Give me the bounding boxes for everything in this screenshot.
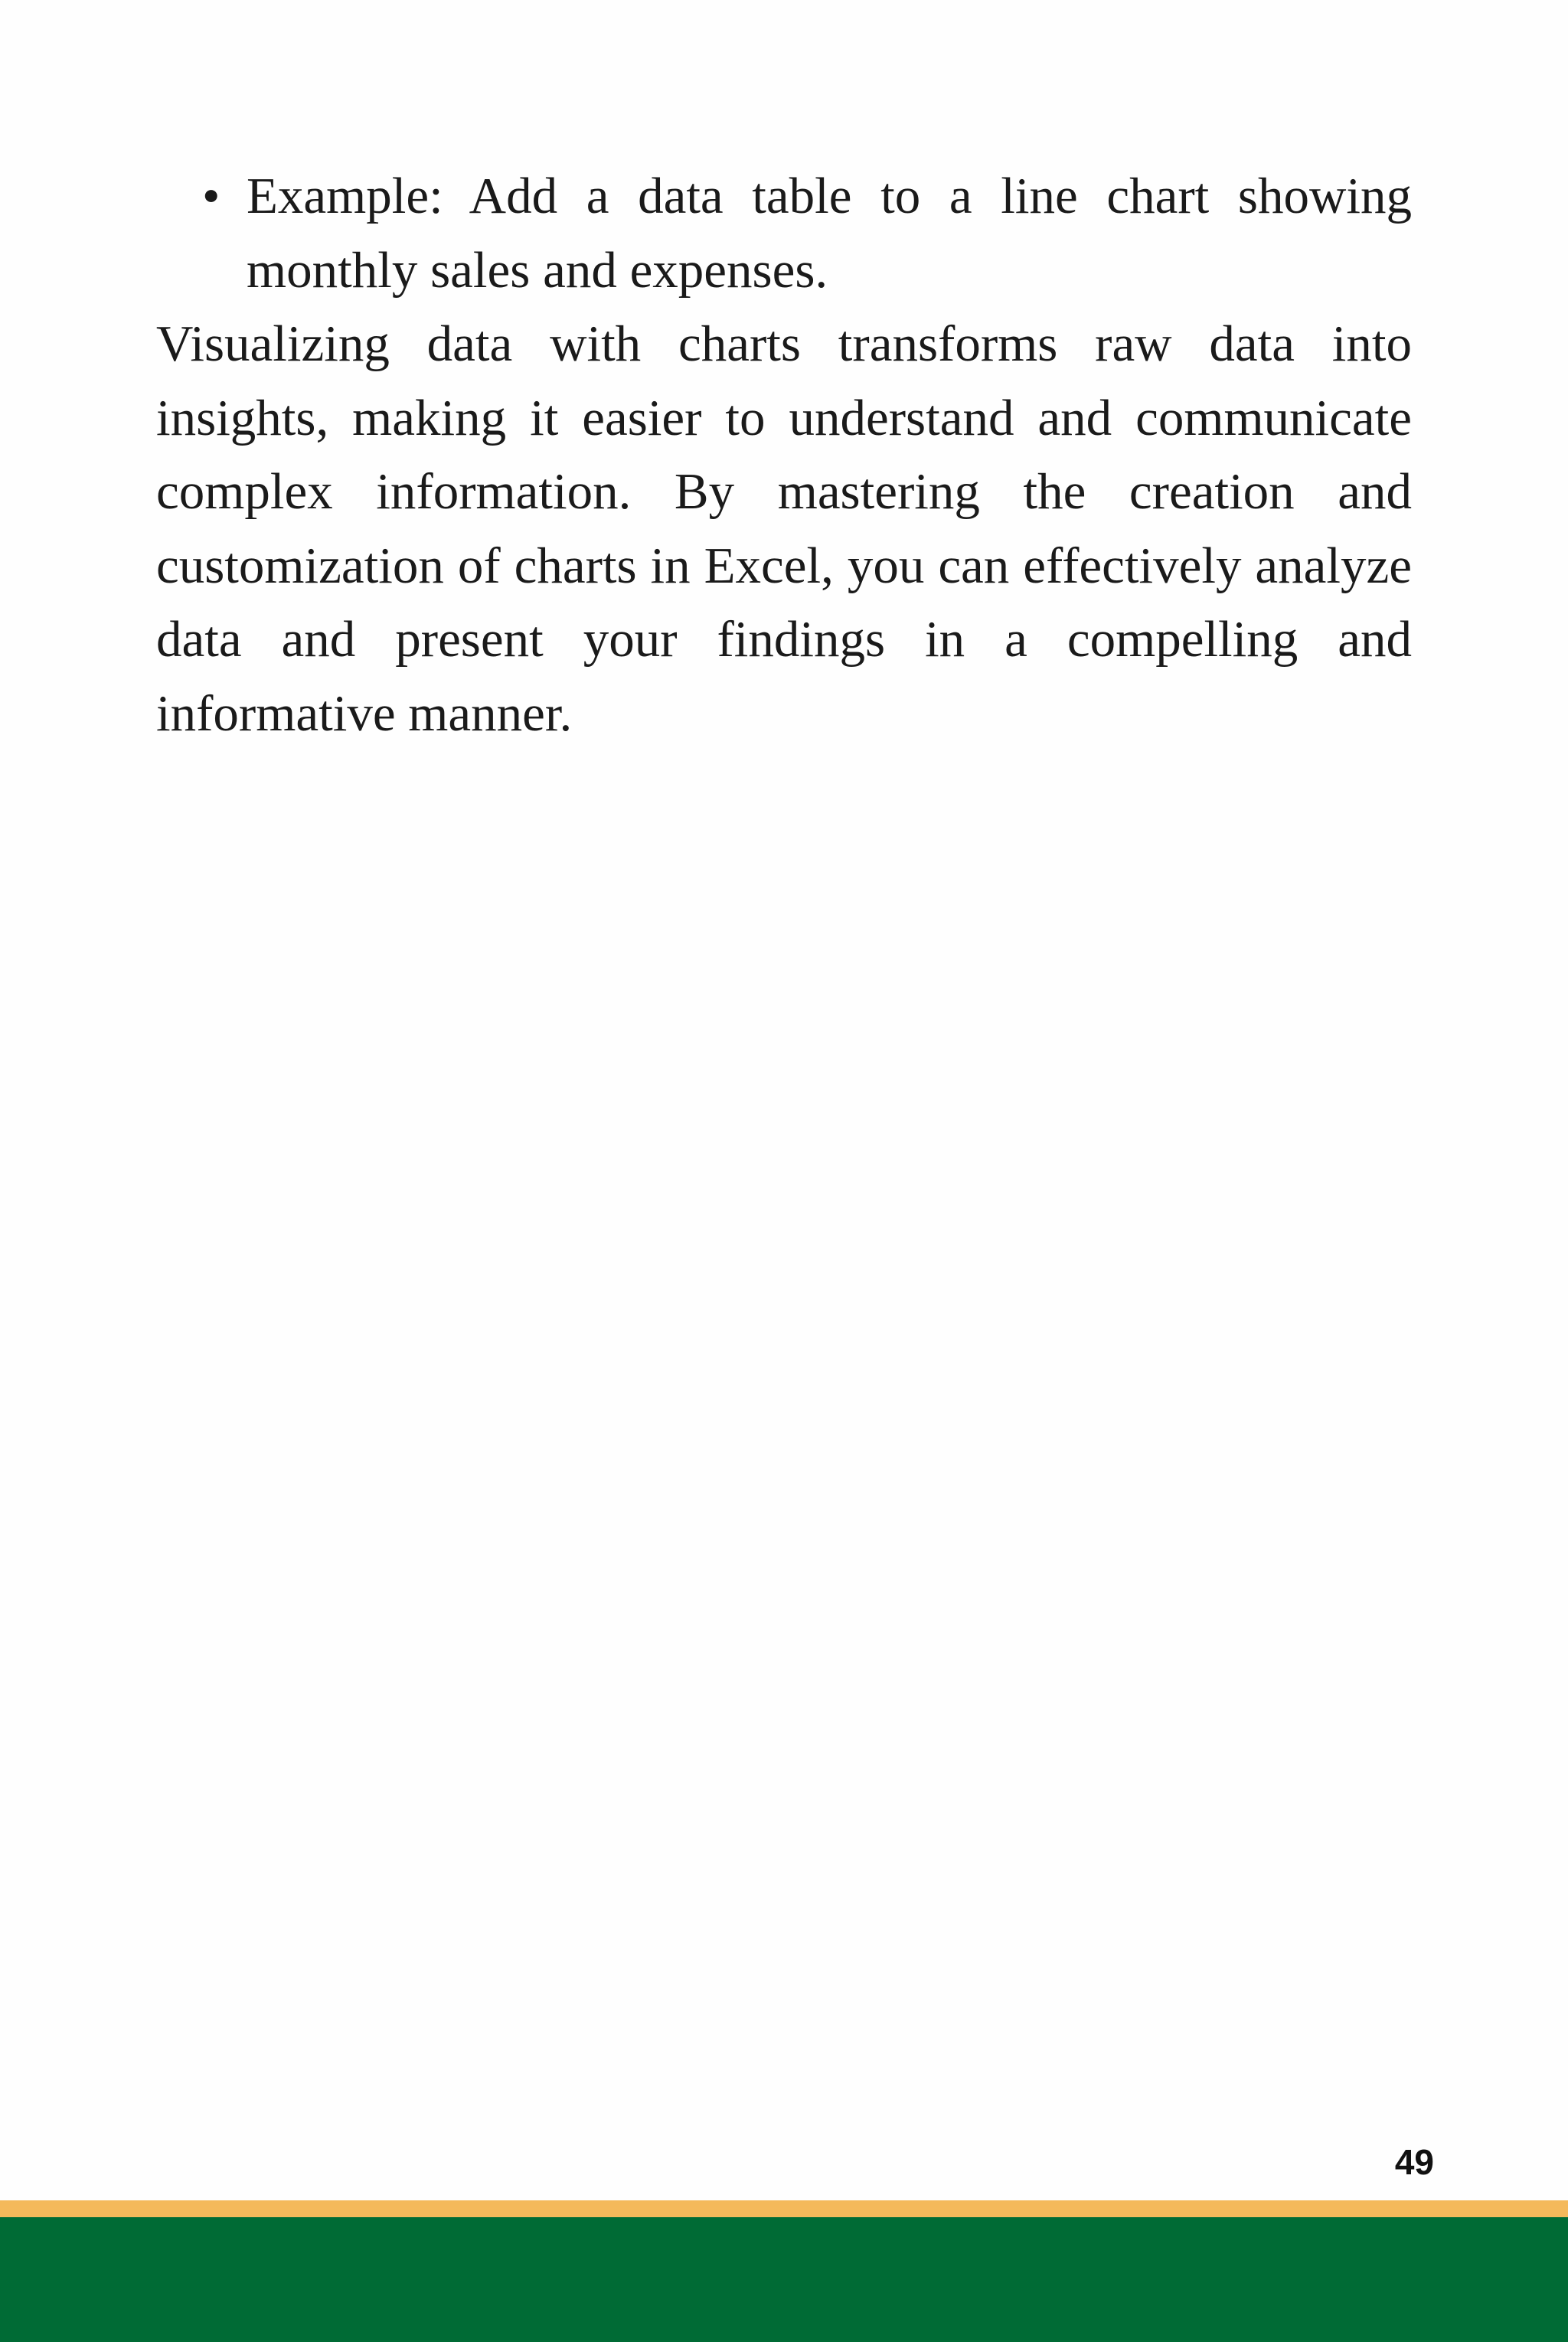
footer-band [0, 2217, 1568, 2342]
bullet-text: Example: Add a data table to a line chart showing monthly sales and expenses. [247, 168, 1412, 299]
page-content [156, 159, 1412, 750]
footer-stripe [0, 2200, 1568, 2217]
list-item [156, 159, 1412, 307]
bullet-dot: • [202, 168, 220, 224]
page-number: 49 [1394, 2142, 1434, 2182]
bullet-list [156, 159, 1412, 307]
body-paragraph: Visualizing data with charts transforms raw data into insights, making it easier to understand and communicate complex information. By mastering the creation and customization of charts in Excel, you can effectively analyze data and present your findings in a compelling and informative manner. [156, 315, 1412, 742]
